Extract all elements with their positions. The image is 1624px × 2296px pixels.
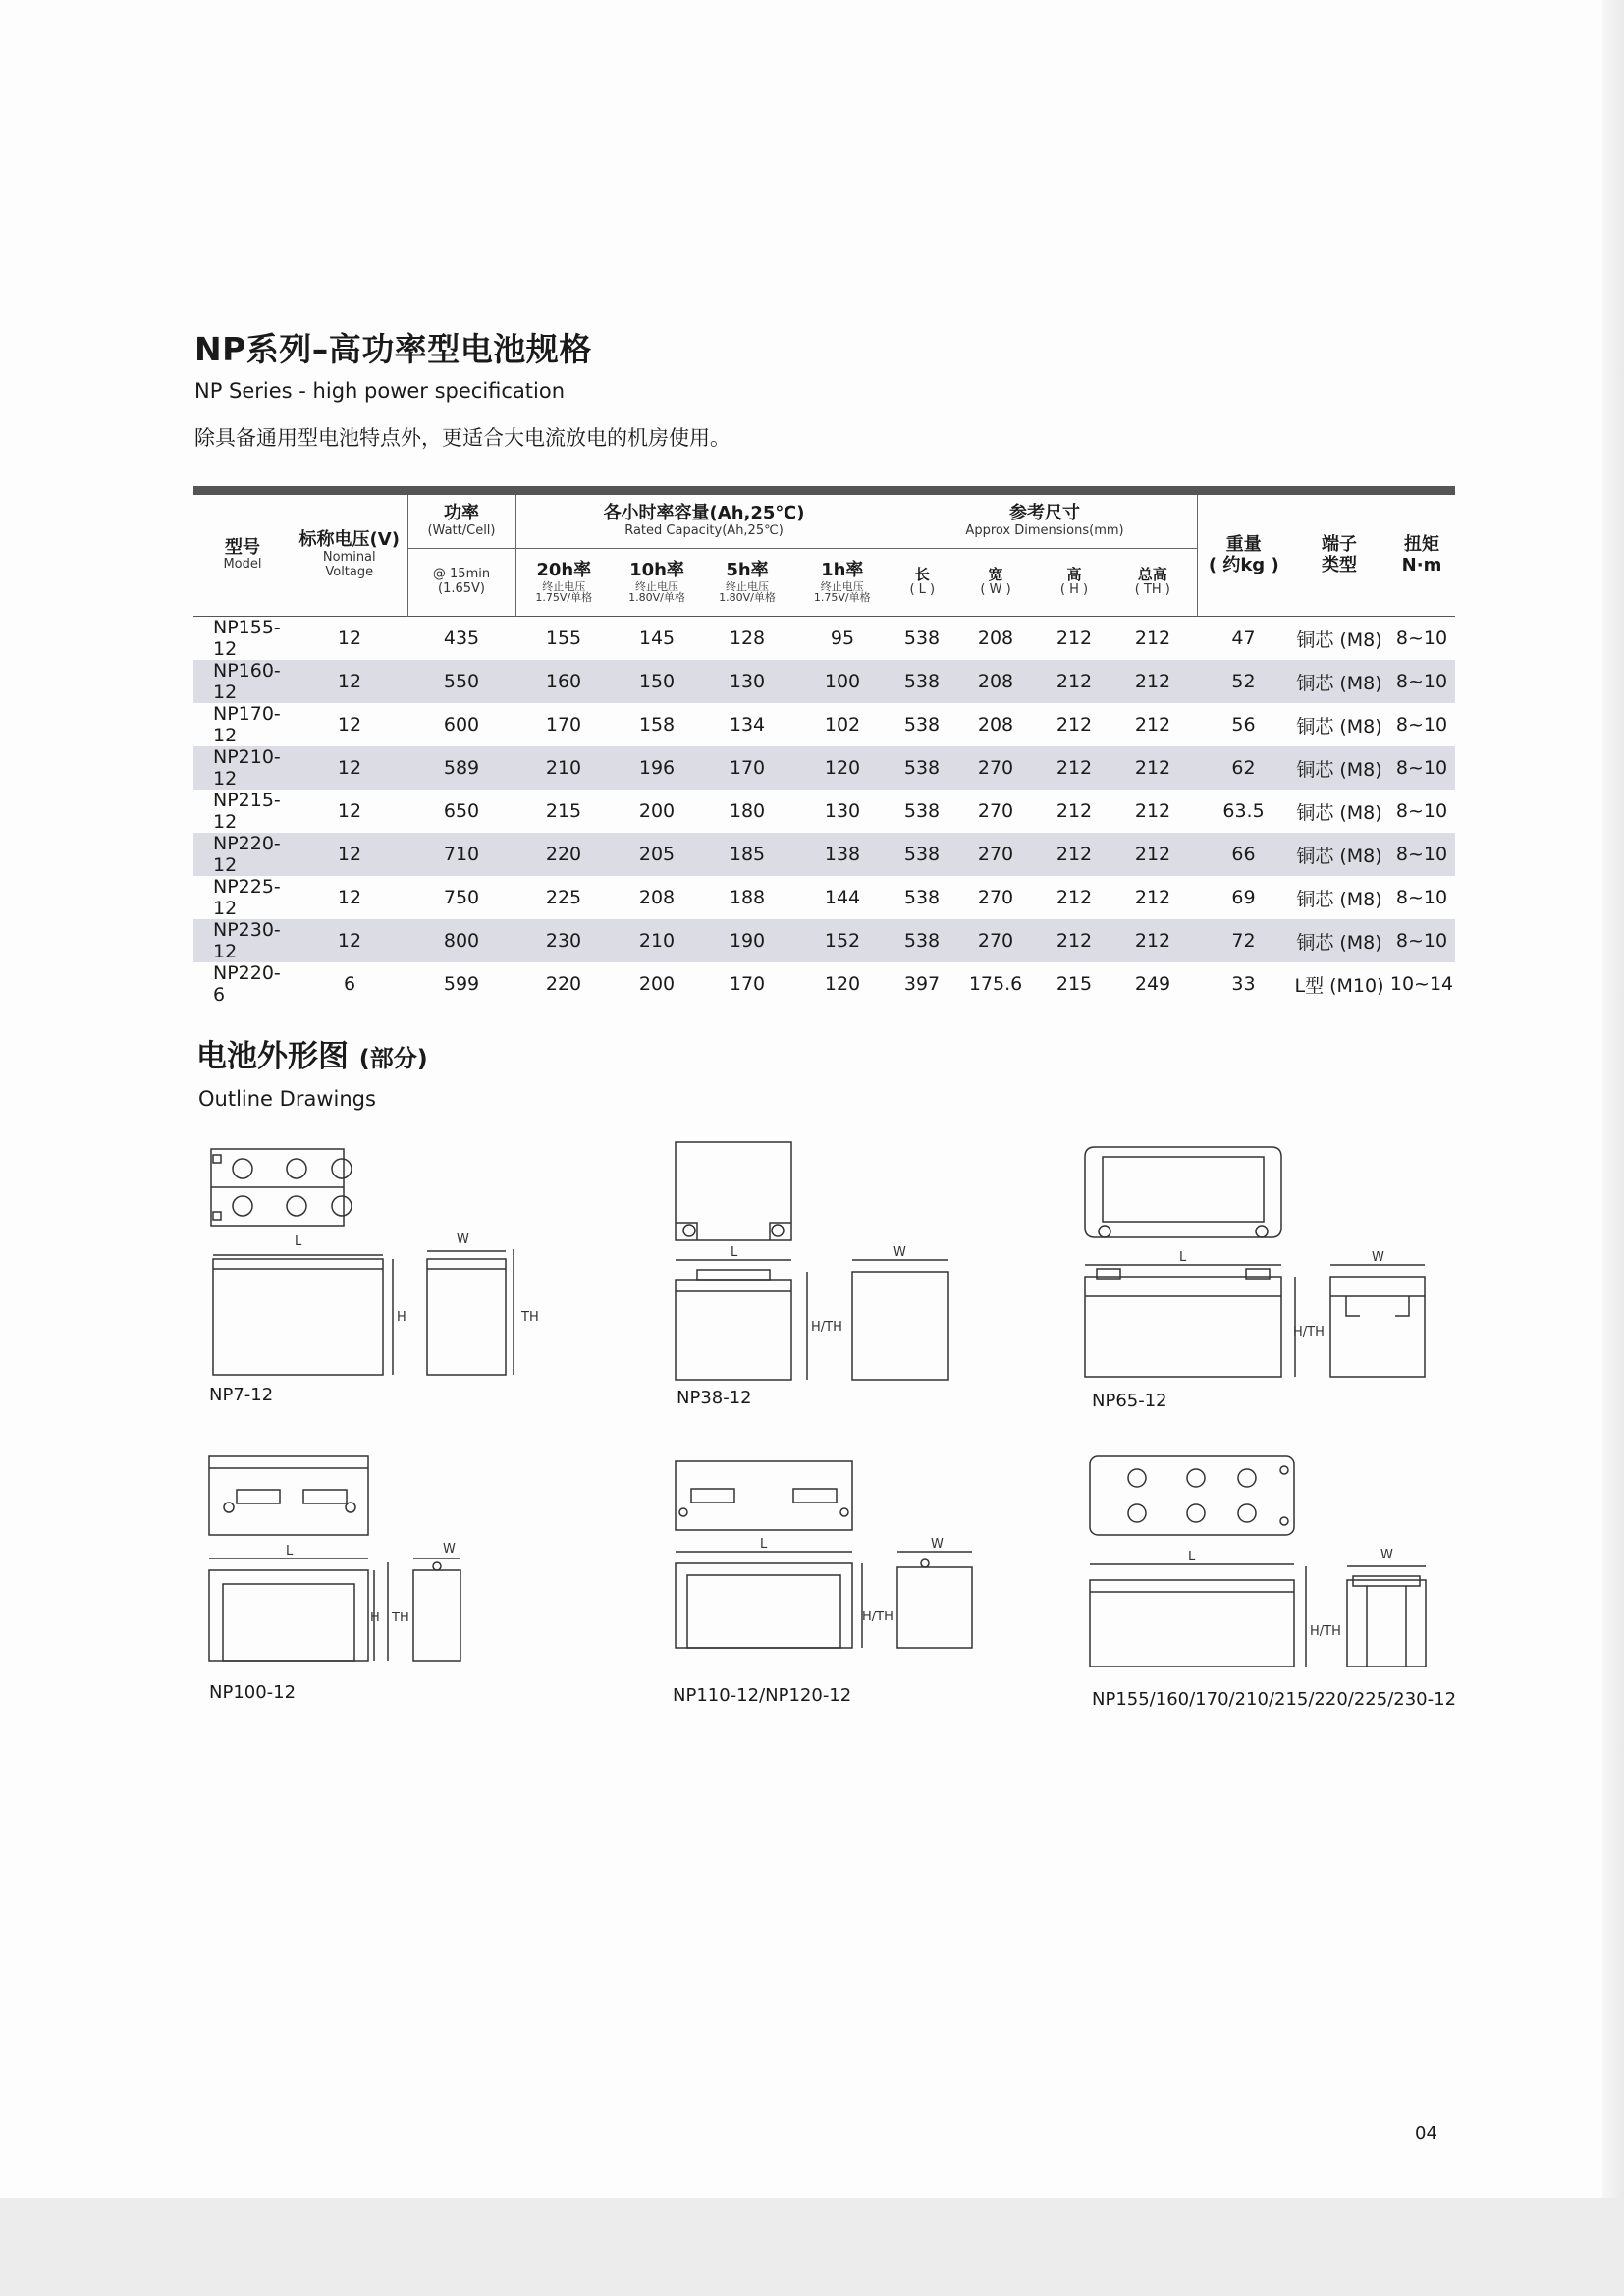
header-power-cond: @ 15min (1.65V) — [407, 549, 515, 617]
table-cell: 8~10 — [1388, 919, 1455, 962]
header-terminal: 端子 类型 — [1322, 533, 1358, 575]
table-cell: 212 — [1134, 887, 1171, 908]
header-weight: 重量 ( 约kg ) — [1197, 495, 1290, 617]
table-cell: 190 — [702, 919, 792, 962]
header-model: 型号 Model — [223, 536, 262, 573]
table-cell: 538 — [893, 660, 951, 703]
table-row — [193, 617, 1455, 661]
table-cell: 212 — [1040, 617, 1109, 661]
drawing-np7-12 — [201, 1139, 555, 1385]
table-cell: NP220-6 — [213, 962, 281, 1006]
dim-label-th: TH — [392, 1611, 409, 1625]
header-c1: 1h率 终止电压 1.75V/单格 — [813, 560, 871, 605]
spec-table-body — [193, 617, 1455, 1007]
dim-label-w: W — [931, 1537, 944, 1552]
table-cell: NP155-12 — [193, 617, 292, 661]
table-row — [193, 703, 1455, 746]
table-cell: 134 — [729, 714, 766, 736]
table-cell: 12 — [292, 617, 407, 661]
table-cell: 185 — [702, 833, 792, 876]
table-row — [193, 962, 1455, 1006]
table-cell: 170 — [702, 746, 792, 790]
table-cell: 270 — [951, 919, 1040, 962]
table-cell: 铜芯 (M8) — [1296, 715, 1382, 738]
table-cell: NP160-12 — [193, 660, 292, 703]
table-cell: 152 — [792, 919, 893, 962]
table-cell: 538 — [893, 833, 951, 876]
dim-label-hth: H/TH — [1293, 1325, 1325, 1339]
page-subtitle: NP Series - high power specification — [194, 379, 566, 403]
drawing-np100-12 — [201, 1449, 506, 1669]
dim-label-th: TH — [521, 1310, 539, 1325]
table-cell: 249 — [1134, 973, 1171, 995]
dim-label-h: H — [370, 1611, 380, 1625]
table-cell: 225 — [545, 887, 582, 908]
page-number: 04 — [1415, 2123, 1437, 2144]
table-cell: 160 — [515, 660, 612, 703]
header-c5: 5h率 终止电压 1.80V/单格 — [719, 560, 776, 605]
table-cell: 158 — [638, 714, 676, 736]
table-cell: 铜芯 (M8) — [1290, 746, 1388, 790]
table-cell: 212 — [1040, 919, 1109, 962]
table-cell: 589 — [407, 746, 515, 790]
table-cell: 铜芯 (M8) — [1290, 919, 1388, 962]
table-cell: 12 — [337, 714, 362, 736]
table-cell: 212 — [1040, 746, 1109, 790]
table-cell: 212 — [1134, 800, 1171, 822]
table-cell: 144 — [824, 887, 861, 908]
table-cell: 600 — [443, 714, 480, 736]
table-cell: 12 — [292, 919, 407, 962]
table-cell: 56 — [1231, 714, 1256, 736]
dim-label-w: W — [443, 1542, 456, 1557]
table-cell: 750 — [443, 887, 480, 908]
table-cell: 212 — [1109, 617, 1197, 661]
table-cell: 8~10 — [1395, 714, 1448, 736]
table-cell: 8~10 — [1388, 617, 1455, 661]
dim-label-l: L — [1188, 1550, 1196, 1564]
table-cell: 205 — [612, 833, 702, 876]
header-height: 高 ( H ) — [1059, 565, 1089, 598]
table-cell: 铜芯 (M8) — [1290, 660, 1388, 703]
caption-np7-12: NP7-12 — [209, 1385, 274, 1405]
table-cell: 538 — [893, 919, 951, 962]
table-cell: 210 — [612, 919, 702, 962]
table-cell: 208 — [977, 714, 1014, 736]
table-cell: 铜芯 (M8) — [1296, 801, 1382, 824]
table-cell: 130 — [824, 800, 861, 822]
table-cell: 12 — [337, 800, 362, 822]
caption-np38-12: NP38-12 — [677, 1388, 752, 1408]
table-cell: 212 — [1109, 919, 1197, 962]
table-row — [193, 660, 1455, 703]
table-cell: 6 — [343, 973, 356, 995]
table-cell: 710 — [407, 833, 515, 876]
table-cell: 435 — [407, 617, 515, 661]
page-description: 除具备通用型电池特点外，更适合大电流放电的机房使用。 — [194, 426, 731, 450]
table-cell: 215 — [545, 800, 582, 822]
table-cell: 12 — [337, 887, 362, 908]
table-cell: 69 — [1231, 887, 1256, 908]
table-cell: 12 — [292, 833, 407, 876]
table-cell: NP170-12 — [213, 703, 281, 746]
table-cell: 175.6 — [968, 973, 1023, 995]
drawing-np38-12 — [668, 1134, 972, 1385]
table-cell: 12 — [292, 660, 407, 703]
outline-subtitle: Outline Drawings — [198, 1087, 376, 1111]
table-cell: 538 — [903, 887, 941, 908]
caption-np155-series: NP155/160/170/210/215/220/225/230-12 — [1092, 1689, 1457, 1710]
table-cell: 铜芯 (M8) — [1290, 617, 1388, 661]
table-row — [193, 833, 1455, 876]
table-cell: 215 — [1056, 973, 1093, 995]
table-cell: 155 — [515, 617, 612, 661]
header-length: 长 ( L ) — [893, 549, 951, 617]
dim-label-l: L — [295, 1234, 302, 1249]
table-cell: 128 — [702, 617, 792, 661]
dim-label-l: L — [1179, 1250, 1187, 1265]
header-torque: 扭矩 N·m — [1401, 533, 1442, 575]
table-cell: 8~10 — [1395, 800, 1448, 822]
drawing-np110-120 — [668, 1453, 992, 1674]
table-cell: 212 — [1040, 833, 1109, 876]
header-capacity: 各小时率容量(Ah,25℃) Rated Capacity(Ah,25℃) — [515, 495, 893, 549]
table-cell: 599 — [443, 973, 480, 995]
dim-label-l: L — [760, 1537, 768, 1552]
table-cell: 8~10 — [1388, 746, 1455, 790]
table-cell: 8~10 — [1388, 833, 1455, 876]
dim-label-w: W — [893, 1245, 906, 1260]
table-cell: 12 — [292, 746, 407, 790]
table-cell: 10~14 — [1389, 973, 1454, 995]
table-cell: 200 — [638, 800, 676, 822]
table-cell: 208 — [951, 617, 1040, 661]
table-cell: 538 — [893, 617, 951, 661]
table-cell: 212 — [1040, 660, 1109, 703]
table-row — [193, 790, 1455, 833]
table-cell: 270 — [977, 800, 1014, 822]
table-row — [193, 876, 1455, 919]
table-cell: 212 — [1056, 887, 1093, 908]
dim-label-w: W — [1380, 1548, 1393, 1562]
header-c20: 20h率 终止电压 1.75V/单格 — [515, 549, 612, 617]
table-cell: 538 — [893, 746, 951, 790]
table-cell: NP220-12 — [193, 833, 292, 876]
table-cell: L型 (M10) — [1294, 974, 1384, 997]
table-cell: 33 — [1231, 973, 1256, 995]
table-cell: 145 — [612, 617, 702, 661]
table-cell: 138 — [792, 833, 893, 876]
scan-edge — [1602, 0, 1624, 2296]
drawing-np155-series — [1080, 1449, 1443, 1679]
header-power: 功率 (Watt/Cell) — [407, 495, 515, 549]
table-cell: 66 — [1197, 833, 1290, 876]
page-title: NP系列–高功率型电池规格 — [194, 330, 592, 368]
table-cell: 212 — [1056, 714, 1093, 736]
table-cell: 230 — [515, 919, 612, 962]
dim-label-w: W — [457, 1232, 469, 1247]
dim-label-l: L — [731, 1245, 738, 1260]
table-cell: 铜芯 (M8) — [1296, 888, 1382, 910]
caption-np65-12: NP65-12 — [1092, 1391, 1167, 1411]
table-cell: 210 — [515, 746, 612, 790]
table-cell: 800 — [407, 919, 515, 962]
table-cell: 550 — [407, 660, 515, 703]
dim-label-hth: H/TH — [811, 1320, 842, 1335]
table-cell: 270 — [951, 746, 1040, 790]
table-cell: 212 — [1109, 833, 1197, 876]
table-cell: 100 — [792, 660, 893, 703]
table-cell: 72 — [1197, 919, 1290, 962]
table-cell: 270 — [951, 833, 1040, 876]
header-dimensions: 参考尺寸 Approx Dimensions(mm) — [893, 495, 1197, 549]
table-cell: 170 — [545, 714, 582, 736]
table-cell: 63.5 — [1222, 800, 1265, 822]
table-cell: 208 — [638, 887, 676, 908]
table-cell: 212 — [1056, 800, 1093, 822]
dim-label-hth: H/TH — [1310, 1624, 1341, 1639]
drawing-np65-12 — [1075, 1139, 1438, 1390]
table-cell: 47 — [1197, 617, 1290, 661]
table-cell: 180 — [729, 800, 766, 822]
outline-title: 电池外形图 (部分) — [196, 1039, 428, 1074]
dim-label-w: W — [1372, 1250, 1384, 1265]
table-cell: 150 — [612, 660, 702, 703]
table-cell: 220 — [515, 833, 612, 876]
table-cell: 铜芯 (M8) — [1290, 833, 1388, 876]
table-cell: 220 — [545, 973, 582, 995]
table-cell: 212 — [1109, 660, 1197, 703]
table-cell: 538 — [903, 714, 941, 736]
table-cell: 212 — [1109, 746, 1197, 790]
table-cell: 120 — [824, 973, 861, 995]
table-cell: 170 — [729, 973, 766, 995]
header-total-height: 总高 ( TH ) — [1134, 565, 1170, 598]
table-cell: NP225-12 — [213, 876, 281, 919]
caption-np100-12: NP100-12 — [209, 1682, 297, 1703]
table-cell: NP215-12 — [213, 790, 281, 833]
table-cell: 212 — [1134, 714, 1171, 736]
header-width: 宽 ( W ) — [980, 565, 1011, 598]
table-cell: 62 — [1197, 746, 1290, 790]
table-cell: 270 — [977, 887, 1014, 908]
table-cell: 8~10 — [1395, 887, 1448, 908]
dim-label-hth: H/TH — [862, 1610, 893, 1624]
spec-table — [193, 486, 1455, 1006]
table-cell: 208 — [951, 660, 1040, 703]
dim-label-l: L — [286, 1544, 294, 1558]
table-cell: 52 — [1197, 660, 1290, 703]
table-cell: NP210-12 — [193, 746, 292, 790]
table-cell: 650 — [443, 800, 480, 822]
table-row — [193, 919, 1455, 962]
table-cell: 95 — [792, 617, 893, 661]
table-cell: 120 — [792, 746, 893, 790]
table-cell: NP230-12 — [193, 919, 292, 962]
table-cell: 200 — [638, 973, 676, 995]
table-cell: 196 — [612, 746, 702, 790]
table-cell: 8~10 — [1388, 660, 1455, 703]
scan-shade — [0, 2198, 1624, 2296]
caption-np110-120: NP110-12/NP120-12 — [673, 1685, 852, 1706]
table-cell: 397 — [903, 973, 941, 995]
table-cell: 188 — [729, 887, 766, 908]
table-cell: 538 — [903, 800, 941, 822]
table-row — [193, 746, 1455, 790]
header-voltage: 标称电压(V) Nominal Voltage — [298, 529, 400, 579]
dim-label-h: H — [397, 1310, 406, 1325]
header-c10: 10h率 终止电压 1.80V/单格 — [628, 560, 685, 605]
table-cell: 102 — [824, 714, 861, 736]
table-cell: 130 — [702, 660, 792, 703]
